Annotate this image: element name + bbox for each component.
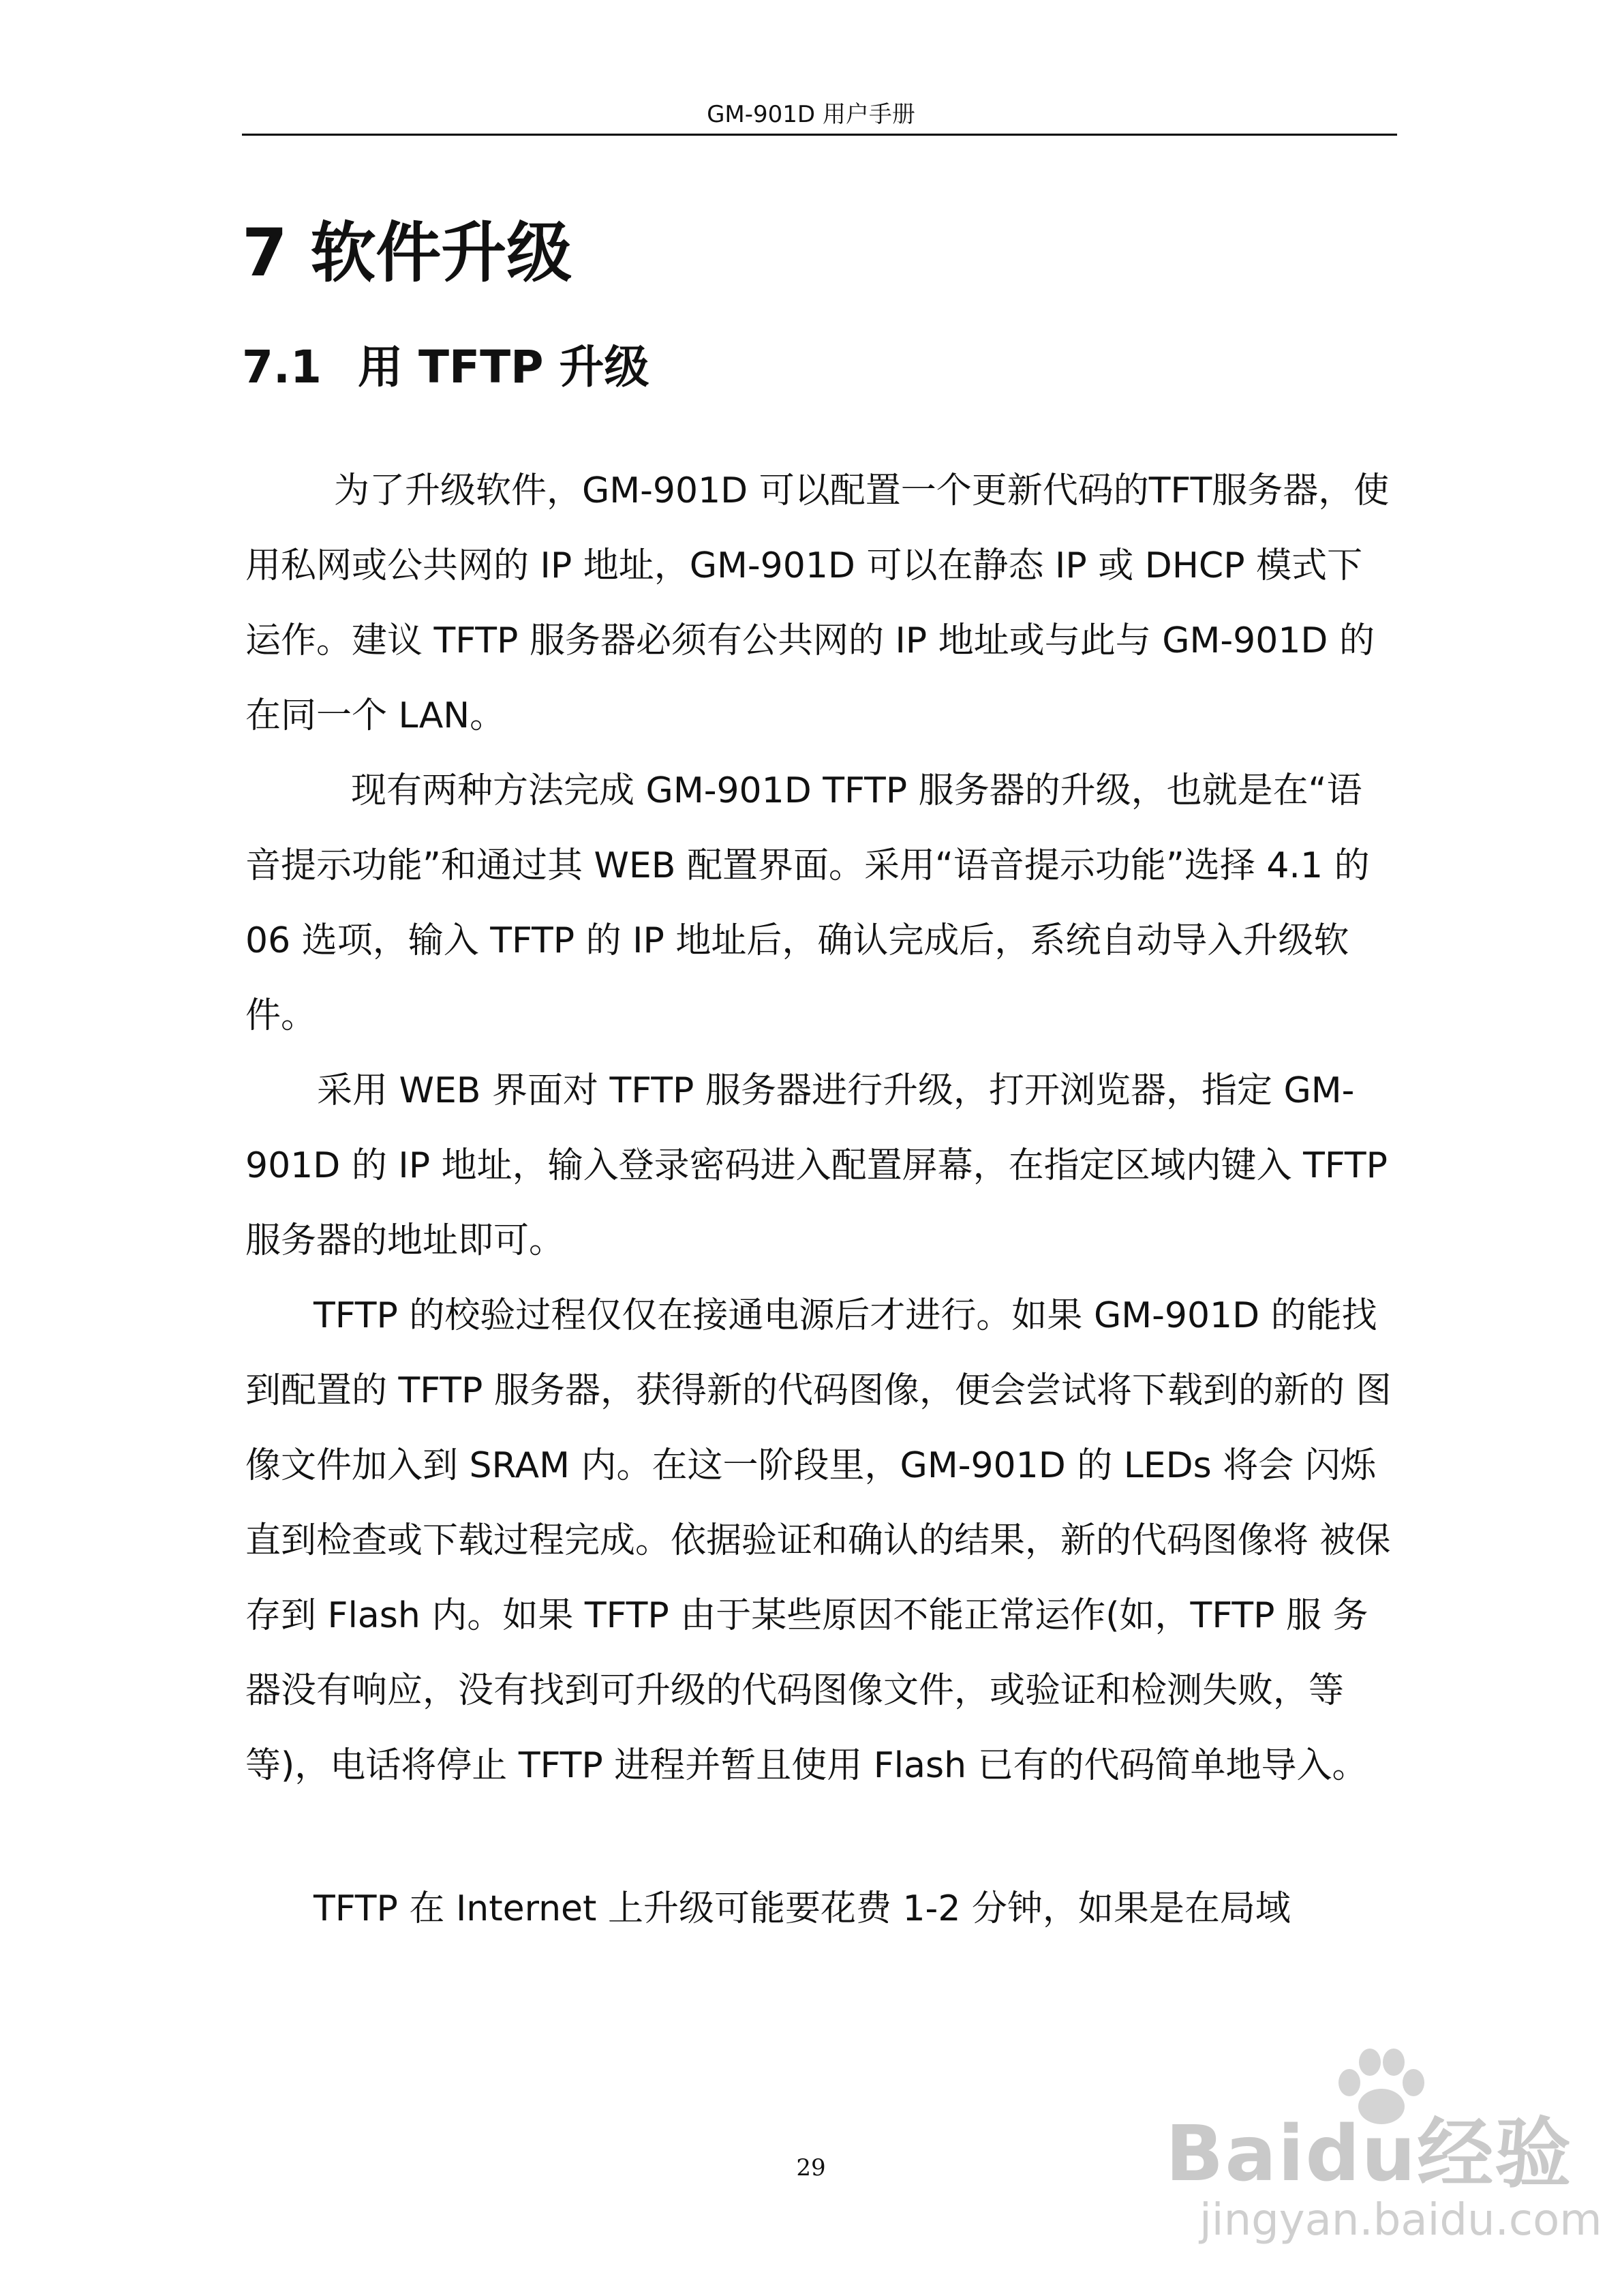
page-number: 29: [796, 2154, 826, 2181]
body-paragraph: TFTP 的校验过程仅仅在接通电源后才进行。如果 GM-901D 的能找到配置的 TFTP 服务器，获得新的代码图像，便会尝试将下载到的新的 图像文件加入到 SRAM 内。在这一阶段里，GM-901D 的 LEDs 将会 闪烁直到检查或下载过程完成。依据验证和确认的结果，新的代码图像将 被保存到 Flash 内。如果 TFTP 由于某些原因不能正常运作(如，TFTP 服 务器没有响应，没有找到可升级的代码图像文件，或验证和检测失败，等等)，电话将停止 TFTP 进程并暂且使用 Flash 已有的代码简单地导入。: [245, 1295, 1392, 1786]
running-header: GM-901D 用户手册: [707, 101, 915, 128]
section-title: 用 TFTP 升级: [358, 341, 649, 393]
header-divider: [242, 134, 1397, 136]
watermark-url: jingyan.baidu.com: [1199, 2195, 1602, 2246]
chapter-heading: 7 软件升级: [242, 215, 572, 291]
baidu-watermark: [1159, 2045, 1602, 2270]
section-heading: [242, 331, 649, 395]
body-paragraph: 现有两种方法完成 GM-901D TFTP 服务器的升级，也就是在“语 音提示功能”和通过其 WEB 配置界面。采用“语音提示功能”选择 4.1 的 06 选项，输入 TFTP 的 IP 地址后，确认完成后，系统自动导入升级软件。: [245, 770, 1370, 1036]
body-paragraph: 采用 WEB 界面对 TFTP 服务器进行升级，打开浏览器，指定 GM-901D 的 IP 地址，输入登录密码进入配置屏幕，在指定区域内键入 TFTP 服务器的地址即可。: [245, 1070, 1388, 1261]
body-paragraph: 为了升级软件，GM-901D 可以配置一个更新代码的TFT服务器，使用私网或公共网的 IP 地址，GM-901D 可以在静态 IP 或 DHCP 模式下运作。建议 TFTP 服务器必须有公共网的 IP 地址或与此与 GM-901D 的在同一个 LAN。: [245, 470, 1390, 736]
body-paragraph: TFTP 在 Internet 上升级可能要花费 1-2 分钟，如果是在局域: [313, 1888, 1291, 1929]
watermark-logo: Baidu经验: [1165, 2110, 1573, 2199]
section-number: 7.1: [242, 341, 322, 393]
